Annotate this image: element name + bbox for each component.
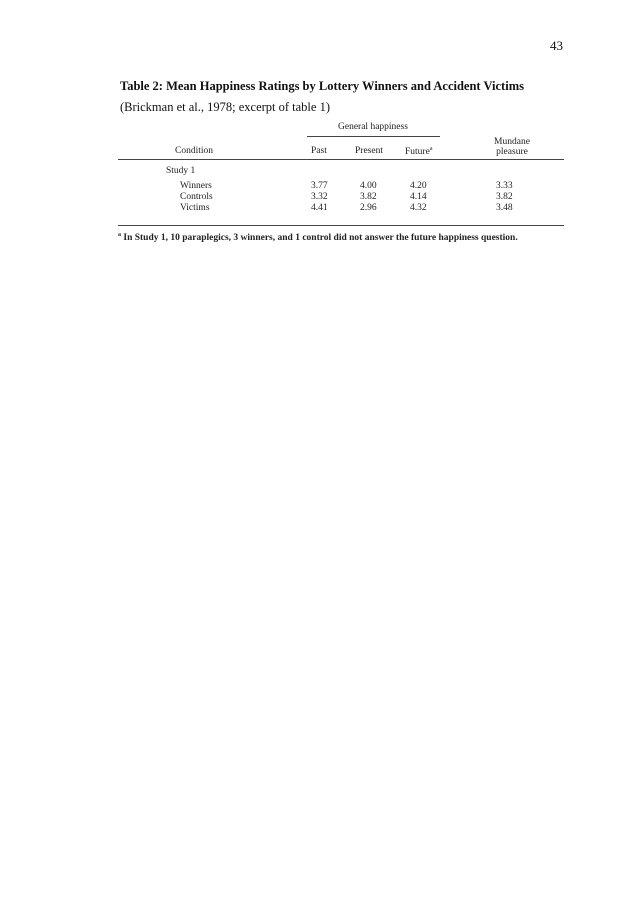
row-present: 2.96 [360,203,377,213]
section-label-study-1: Study 1 [166,166,196,176]
table-source: (Brickman et al., 1978; excerpt of table 1) [120,100,330,114]
footnote-marker: a [118,232,121,238]
table-bottom-rule [118,225,564,226]
group-header-rule [307,136,440,137]
row-past: 3.77 [311,181,328,191]
group-header: General happiness [338,122,408,132]
column-header-present: Present [355,146,383,156]
row-condition: Winners [180,181,212,191]
row-present: 4.00 [360,181,377,191]
row-mundane: 3.33 [496,181,513,191]
future-footnote-marker: a [429,146,433,152]
row-future: 4.20 [410,181,427,191]
row-future: 4.14 [410,192,427,202]
row-condition: Controls [180,192,213,202]
table-footnote: $^a$ In Study 1, 10 paraplegics, 3 winners, and 1 control did not answer the future happiness question. [118,232,518,244]
happiness-table [118,118,564,252]
row-mundane: 3.48 [496,203,513,213]
row-present: 3.82 [360,192,377,202]
column-header-mundane-line2: pleasure [496,147,528,157]
row-past: 4.41 [311,203,328,213]
row-past: 3.32 [311,192,328,202]
column-header-condition: Condition [175,146,214,156]
row-future: 4.32 [410,203,427,213]
row-condition: Victims [180,203,210,213]
column-header-mundane-line1: Mundane [494,137,530,147]
row-mundane: 3.82 [496,192,513,202]
table-caption: Table 2: Mean Happiness Ratings by Lottery Winners and Accident Victims [120,79,524,93]
header-bottom-rule [118,159,564,160]
column-header-future: Future$^a$ [405,146,433,158]
page-number: 43 [550,38,563,53]
column-header-past: Past [311,146,327,156]
